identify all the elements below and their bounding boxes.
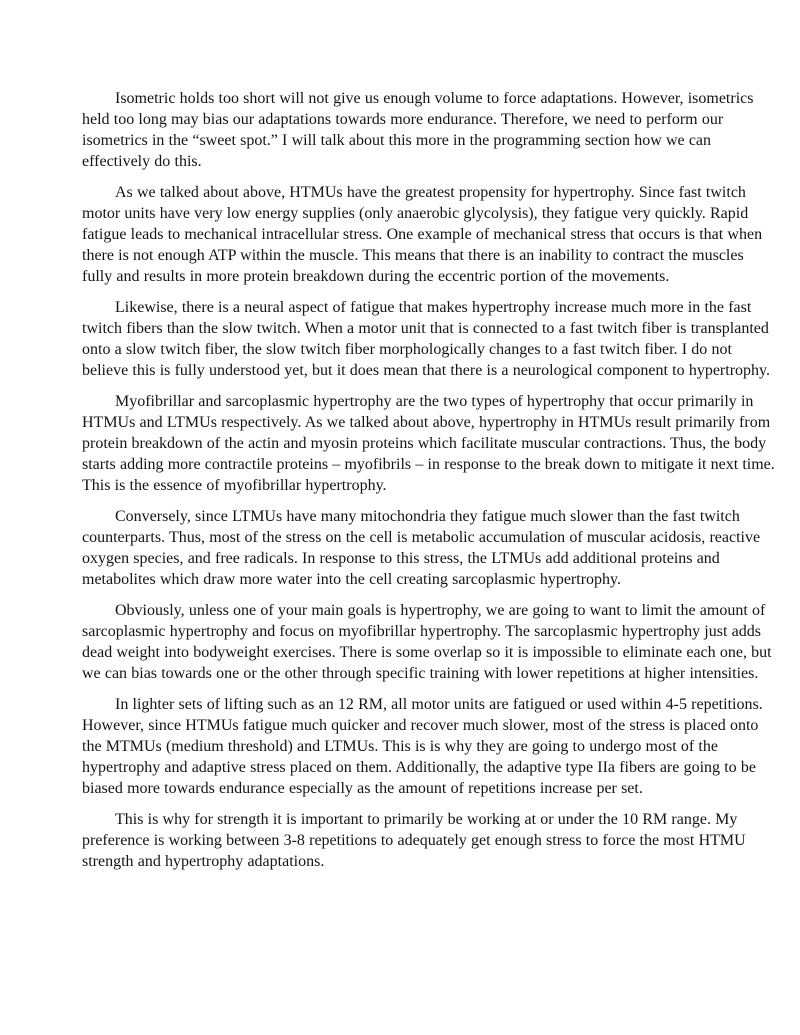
paragraph: Likewise, there is a neural aspect of fatigue that makes hypertrophy increase much more in the fast twitch fibers than the slow twitch. When a motor unit that is connected to a fast twitch fiber is transplanted onto a slow twitch fiber, the slow twitch fiber morphologically changes to a fast twitch fiber. I do not believe this is fully understood yet, but it does mean that there is a neurological component to hypertrophy. — [82, 299, 770, 379]
paragraph: Myofibrillar and sarcoplasmic hypertrophy are the two types of hypertrophy that occur primarily in HTMUs and LTMUs respectively. As we talked about above, hypertrophy in HTMUs result primarily from protein breakdown of the actin and myosin proteins which facilitate muscular contractions. Thus, the body starts adding more contractile proteins – myofibrils – in response to the break down to mitigate it next time. This is the essence of myofibrillar hypertrophy. — [82, 393, 775, 494]
paragraph: As we talked about above, HTMUs have the greatest propensity for hypertrophy. Since fast twitch motor units have very low energy supplies (only anaerobic glycolysis), they fatigue very quickly. Rapid fatigue leads to mechanical intracellular stress. One example of mechanical stress that occurs is that when there is not enough ATP within the muscle. This means that there is an inability to contract the muscles fully and results in more protein breakdown during the eccentric portion of the movements. — [82, 184, 763, 285]
paragraph: In lighter sets of lifting such as an 12 RM, all motor units are fatigued or used within 4-5 repetitions. However, since HTMUs fatigue much quicker and recover much slower, most of the stress is placed onto the MTMUs (medium threshold) and LTMUs. This is is why they are going to undergo most of the hypertrophy and adaptive stress placed on them. Additionally, the adaptive type IIa fibers are going to be biased more towards endurance especially as the amount of repetitions increase per set. — [82, 696, 763, 797]
paragraph: This is why for strength it is important to primarily be working at or under the 10 RM range. My preference is working between 3-8 repetitions to adequately get enough stress to force the most HTMU strength and hypertrophy adaptations. — [82, 811, 746, 870]
paragraph: Conversely, since LTMUs have many mitochondria they fatigue much slower than the fast twitch counterparts. Thus, most of the stress on the cell is metabolic accumulation of muscular acidosis, reactive oxygen species, and free radicals. In response to this stress, the LTMUs add additional proteins and metabolites which draw more water into the cell creating sarcoplasmic hypertrophy. — [82, 508, 761, 588]
document-text-block — [82, 88, 778, 882]
paragraph: Isometric holds too short will not give us enough volume to force adaptations. However, isometrics held too long may bias our adaptations towards more endurance. Therefore, we need to perform our isometrics in the “sweet spot.” I will talk about this more in the programming section how we can effectively do this. — [82, 90, 754, 170]
paragraph: Obviously, unless one of your main goals is hypertrophy, we are going to want to limit the amount of sarcoplasmic hypertrophy and focus on myofibrillar hypertrophy. The sarcoplasmic hypertrophy just adds dead weight into bodyweight exercises. There is some overlap so it is impossible to eliminate each one, but we can bias towards one or the other through specific training with lower repetitions at higher intensities. — [82, 602, 772, 682]
